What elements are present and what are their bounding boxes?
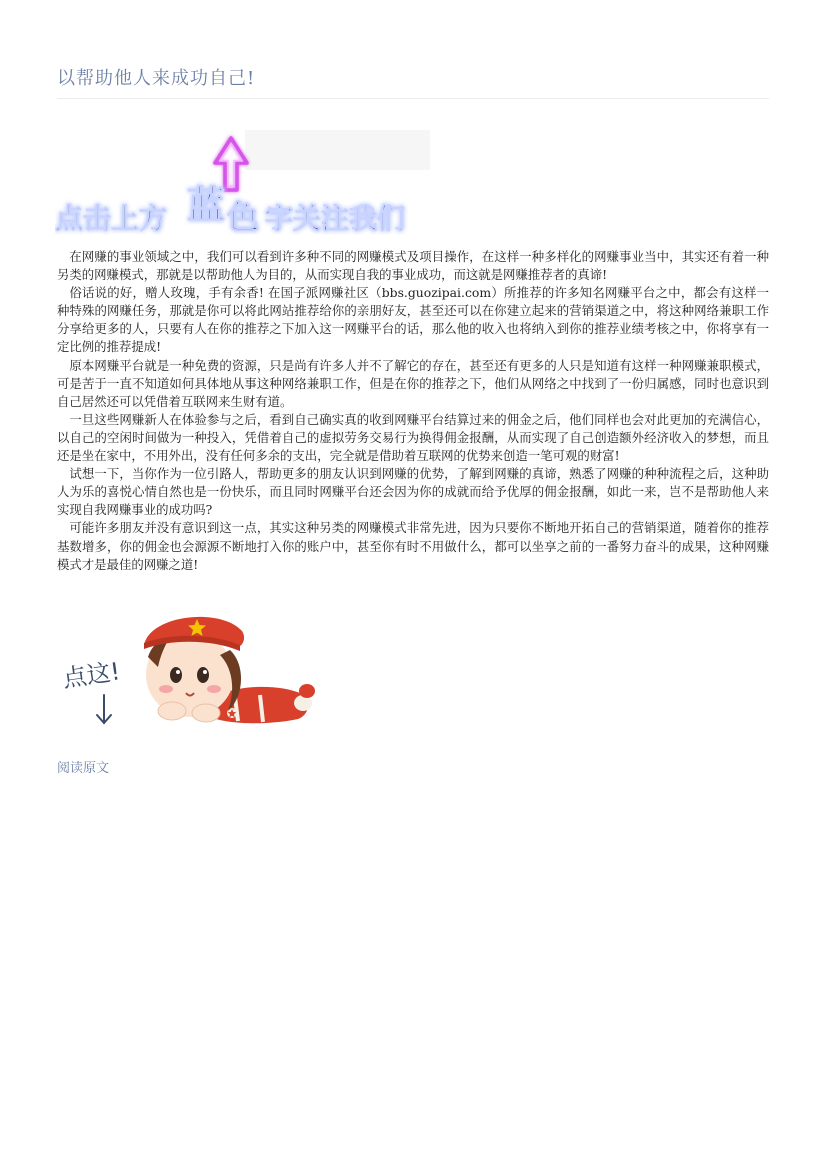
title-divider: [57, 98, 769, 99]
banner-text-color: 色: [227, 198, 260, 235]
banner-text-right: 字关注我们: [265, 202, 406, 235]
read-original-link[interactable]: 阅读原文: [57, 761, 110, 776]
article-paragraph: 可能许多朋友并没有意识到这一点，其实这种另类的网赚模式非常先进，因为只要你不断地开拓自己的营销渠道，随着你的推荐基数增多，你的佣金也会源源不断地打入你的账户中，甚至你有时不用做什么，都可以坐享之前的一番努力奋斗的成果，这种网赚模式才是最佳的网赚之道!: [57, 520, 769, 572]
article-paragraph: 试想一下，当你作为一位引路人，帮助更多的朋友认识到网赚的优势，了解到网赚的真谛，熟悉了网赚的种种流程之后，这种助人为乐的喜悦心情自然也是一份快乐，而且同时网赚平台还会因为你的成就而给予优厚的佣金报酬，如此一来，岂不是帮助他人来实现自我网赚事业的成功吗?: [57, 466, 769, 518]
banner-backdrop: [245, 130, 430, 170]
follow-us-banner[interactable]: [55, 130, 435, 235]
article-paragraph: 一旦这些网赚新人在体验参与之后，看到自己确实真的收到网赚平台结算过来的佣金之后，他们同样也会对此更加的充满信心，以自己的空闲时间做为一种投入，凭借着自己的虚拟劳务交易行为换得佣金报酬，从而实现了自己创造额外经济收入的梦想，而且还是坐在家中，不用外出，没有任何多余的支出，完全就是借助着互联网的优势来创造一笔可观的财富!: [57, 411, 769, 464]
banner-text-blue: 蓝: [187, 183, 226, 227]
mascot-caption: 点这!: [60, 657, 122, 693]
down-arrow-icon: [97, 695, 111, 723]
article-paragraph: 原本网赚平台就是一种免费的资源，只是尚有许多人并不了解它的存在，甚至还有更多的人只是知道有这样一种网赚兼职模式，可是苦于一直不知道如何具体地从事这种网络兼职工作，但是在你的推荐之下，他们从网络之中找到了一份归属感，同时也意识到自己居然还可以凭借着互联网来生财有道。: [57, 357, 769, 409]
article-paragraph: 在网赚的事业领域之中，我们可以看到许多种不同的网赚模式及项目操作，在这样一种多样化的网赚事业当中，其实还有着一种另类的网赚模式，那就是以帮助他人为目的，从而实现自我的事业成功，而这就是网赚推荐者的真谛!: [57, 249, 769, 283]
article-title: 以帮助他人来成功自己!: [57, 68, 256, 89]
click-here-mascot[interactable]: [60, 605, 320, 735]
article-paragraph: 俗话说的好，赠人玫瑰，手有余香! 在国子派网赚社区（bbs.guozipai.com）所推荐的许多知名网赚平台之中，都会有这样一种特殊的网赚任务，那就是你可以将此网站推荐给你的亲朋好友，甚至还可以在你建立起来的营销渠道之中，将这种网络兼职工作分享给更多的人，只要有人在你的推荐之下加入这一网赚平台的话，那么他的收入也将纳入到你的推荐业绩考核之中，你将享有一定比例的推荐提成!: [57, 285, 769, 355]
banner-text-left: 点击上方: [55, 202, 168, 235]
article-body: [57, 248, 769, 574]
mascot-icon: [144, 617, 315, 723]
